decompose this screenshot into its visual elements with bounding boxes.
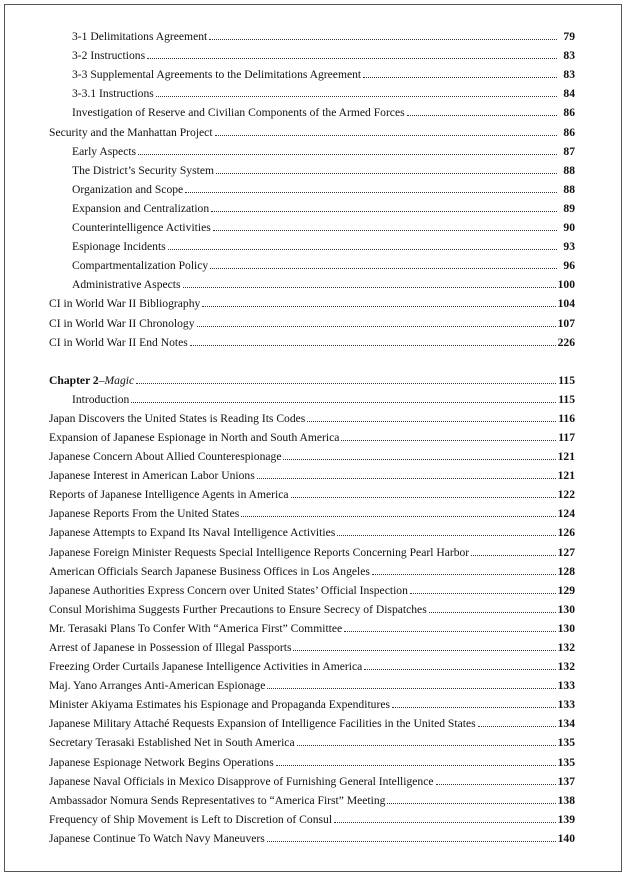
dot-leader <box>211 211 557 212</box>
dot-leader <box>213 230 557 231</box>
toc-section-chapter-1-continued <box>49 24 575 349</box>
toc-entry[interactable] <box>49 158 575 177</box>
toc-page-number: 133 <box>557 698 575 712</box>
dot-leader <box>257 478 556 479</box>
dot-leader <box>407 115 557 116</box>
toc-entry-title: CI in World War II Chronology <box>49 316 195 330</box>
toc-entry-title: Japanese Reports From the United States <box>49 507 240 521</box>
toc-entry[interactable] <box>49 578 575 597</box>
toc-section-chapter-2 <box>49 387 575 845</box>
toc-entry[interactable] <box>49 692 575 711</box>
toc-entry-title: Administrative Aspects <box>72 278 181 292</box>
dot-leader <box>392 707 556 708</box>
toc-page-number: 115 <box>558 392 575 406</box>
dot-leader <box>276 765 556 766</box>
dot-leader <box>410 593 556 594</box>
toc-entry-title: Japanese Naval Officials in Mexico Disapprove of Furnishing General Intelligence <box>49 774 434 788</box>
dot-leader <box>156 96 557 97</box>
toc-entry[interactable] <box>49 177 575 196</box>
toc-page-number: 93 <box>563 240 575 254</box>
toc-entry-title: Investigation of Reserve and Civilian Components of the Armed Forces <box>72 106 405 120</box>
toc-entry[interactable] <box>49 635 575 654</box>
table-of-contents <box>49 24 575 845</box>
toc-entry[interactable] <box>49 62 575 81</box>
toc-entry[interactable] <box>49 139 575 158</box>
toc-entry[interactable] <box>49 463 575 482</box>
toc-entry-title: Introduction <box>72 392 130 406</box>
toc-entry-title: Maj. Yano Arranges Anti-American Espionage <box>49 679 266 693</box>
toc-entry-title: Ambassador Nomura Sends Representatives to “America First” Meeting <box>49 793 386 807</box>
chapter-dash: – <box>98 373 105 387</box>
toc-entry-title: Arrest of Japanese in Possession of Illegal Passports <box>49 641 292 654</box>
toc-entry-title: Compartmentalization Policy <box>72 259 209 273</box>
toc-entry-title: 3-3.1 Instructions <box>72 87 154 101</box>
dot-leader <box>334 822 556 823</box>
toc-page-number: 115 <box>558 373 575 387</box>
dot-leader <box>344 631 555 632</box>
toc-entry-title: Japanese Espionage Network Begins Operations <box>49 755 274 769</box>
toc-entry[interactable] <box>49 616 575 635</box>
toc-entry[interactable] <box>49 425 575 444</box>
toc-entry[interactable] <box>49 711 575 730</box>
toc-page-number: 132 <box>557 641 575 654</box>
toc-page-number: 130 <box>557 621 575 635</box>
toc-entry-title: Minister Akiyama Estimates his Espionage and Propaganda Expenditures <box>49 698 390 712</box>
toc-page-number: 126 <box>557 526 575 540</box>
dot-leader <box>307 421 556 422</box>
toc-page-number: 90 <box>563 221 575 235</box>
toc-chapter-heading[interactable] <box>49 368 575 387</box>
toc-entry[interactable] <box>49 253 575 272</box>
chapter-name: Magic <box>104 373 135 387</box>
toc-entry-title: Japanese Concern About Allied Counterespionage <box>49 450 282 464</box>
toc-entry-title: 3-3 Supplemental Agreements to the Delimitations Agreement <box>72 68 362 82</box>
toc-page-number: 127 <box>557 545 575 559</box>
toc-entry[interactable] <box>49 330 575 349</box>
toc-page-number: 84 <box>563 87 575 101</box>
toc-entry[interactable] <box>49 788 575 807</box>
dot-leader <box>210 268 557 269</box>
toc-page-number: 116 <box>558 411 575 425</box>
toc-entry[interactable] <box>49 119 575 138</box>
toc-entry[interactable] <box>49 100 575 119</box>
toc-page-number: 87 <box>563 144 575 158</box>
toc-page-number: 137 <box>557 774 575 788</box>
toc-entry-title: 3-2 Instructions <box>72 49 146 63</box>
toc-entry[interactable] <box>49 749 575 768</box>
toc-entry-title: Japanese Authorities Express Concern over United States’ Official Inspection <box>49 583 408 597</box>
toc-entry[interactable] <box>49 673 575 692</box>
dot-leader <box>363 77 557 78</box>
toc-page-number: 226 <box>557 335 575 349</box>
dot-leader <box>241 516 555 517</box>
toc-entry[interactable] <box>49 501 575 520</box>
toc-entry[interactable] <box>49 291 575 310</box>
dot-leader <box>197 326 556 327</box>
toc-entry-title: CI in World War II End Notes <box>49 335 188 349</box>
toc-page-number: 86 <box>563 125 575 139</box>
toc-entry-title: Freezing Order Curtails Japanese Intelligence Activities in America <box>49 660 363 674</box>
toc-page-number: 121 <box>557 450 575 464</box>
toc-entry[interactable] <box>49 234 575 253</box>
toc-entry[interactable] <box>49 310 575 329</box>
toc-page-number: 79 <box>563 30 575 44</box>
toc-entry-title: The District’s Security System <box>72 163 215 177</box>
dot-leader <box>267 688 555 689</box>
toc-entry[interactable] <box>49 826 575 845</box>
toc-page-number: 121 <box>557 469 575 483</box>
toc-page-number: 132 <box>557 660 575 674</box>
toc-entry-title: Japanese Military Attaché Requests Expansion of Intelligence Facilities in the United States <box>49 717 476 731</box>
toc-entry[interactable] <box>49 482 575 501</box>
toc-page-number: 135 <box>557 755 575 769</box>
dot-leader <box>216 173 557 174</box>
toc-entry[interactable] <box>49 807 575 826</box>
section-gap <box>49 349 575 368</box>
toc-page-number: 130 <box>557 602 575 616</box>
toc-entry[interactable] <box>49 215 575 234</box>
toc-entry[interactable] <box>49 769 575 788</box>
toc-entry-title: Security and the Manhattan Project <box>49 125 213 139</box>
dot-leader <box>283 459 555 460</box>
toc-entry-title: Reports of Japanese Intelligence Agents in America <box>49 488 289 502</box>
toc-page-number: 139 <box>557 812 575 826</box>
toc-page-number: 88 <box>563 182 575 196</box>
toc-page-number: 122 <box>557 488 575 502</box>
toc-page-number: 88 <box>563 163 575 177</box>
dot-leader <box>337 535 555 536</box>
toc-entry-title: Early Aspects <box>72 144 137 158</box>
toc-entry[interactable] <box>49 196 575 215</box>
toc-entry-title: Japanese Interest in American Labor Unions <box>49 469 255 483</box>
toc-page-number: 138 <box>557 793 575 807</box>
dot-leader <box>364 669 555 670</box>
toc-page-number: 100 <box>557 278 575 292</box>
toc-page-number: 107 <box>557 316 575 330</box>
toc-entry[interactable] <box>49 730 575 749</box>
dot-leader <box>202 306 555 307</box>
dot-leader <box>183 287 556 288</box>
dot-leader <box>297 745 556 746</box>
dot-leader <box>138 154 557 155</box>
toc-entry-title: Japan Discovers the United States is Reading Its Codes <box>49 411 306 425</box>
toc-entry-title: Mr. Terasaki Plans To Confer With “America First” Committee <box>49 621 343 635</box>
dot-leader <box>131 402 556 403</box>
dot-leader <box>147 58 557 59</box>
toc-entry[interactable] <box>49 444 575 463</box>
toc-entry[interactable] <box>49 387 575 406</box>
toc-page-number: 83 <box>563 68 575 82</box>
toc-entry[interactable] <box>49 654 575 673</box>
toc-entry[interactable] <box>49 81 575 100</box>
toc-page-number: 83 <box>563 49 575 63</box>
toc-entry-title: Frequency of Ship Movement is Left to Discretion of Consul <box>49 812 333 826</box>
toc-page-number: 89 <box>563 201 575 215</box>
toc-entry-title: Secretary Terasaki Established Net in South America <box>49 736 295 750</box>
dot-leader <box>215 135 557 136</box>
toc-page-number: 104 <box>557 297 575 311</box>
chapter-label: Chapter 2 <box>49 373 99 387</box>
toc-entry-title: Japanese Attempts to Expand Its Naval Intelligence Activities <box>49 526 336 540</box>
toc-entry[interactable] <box>49 24 575 43</box>
toc-page-number: 117 <box>558 430 575 444</box>
toc-entry[interactable] <box>49 520 575 539</box>
toc-entry[interactable] <box>49 539 575 558</box>
dot-leader <box>471 555 555 556</box>
dot-leader <box>372 574 556 575</box>
toc-page-number: 140 <box>557 831 575 845</box>
toc-page-number: 96 <box>563 259 575 273</box>
toc-entry-title: Organization and Scope <box>72 182 184 196</box>
toc-entry[interactable] <box>49 597 575 616</box>
toc-entry-title: 3-1 Delimitations Agreement <box>72 30 208 44</box>
dot-leader <box>136 383 556 384</box>
toc-entry-title: Expansion and Centralization <box>72 201 210 215</box>
dot-leader <box>291 497 556 498</box>
toc-page-number: 129 <box>557 583 575 597</box>
toc-entry[interactable] <box>49 43 575 62</box>
toc-page-number: 86 <box>563 106 575 120</box>
toc-entry-title: Espionage Incidents <box>72 240 166 254</box>
dot-leader <box>168 249 557 250</box>
dot-leader <box>436 784 556 785</box>
dot-leader <box>190 345 556 346</box>
dot-leader <box>267 841 556 842</box>
toc-entry-title: Consul Morishima Suggests Further Precautions to Ensure Secrecy of Dispatches <box>49 602 427 616</box>
toc-entry-title: Counterintelligence Activities <box>72 221 211 235</box>
dot-leader <box>387 803 555 804</box>
dot-leader <box>185 192 557 193</box>
toc-entry-title: CI in World War II Bibliography <box>49 297 201 311</box>
toc-page-number: 124 <box>557 507 575 521</box>
toc-entry[interactable] <box>49 559 575 578</box>
toc-page-number: 128 <box>557 564 575 578</box>
toc-page-number: 134 <box>557 717 575 731</box>
dot-leader <box>293 650 555 651</box>
toc-entry-title: Japanese Foreign Minister Requests Special Intelligence Reports Concerning Pearl Harbor <box>49 545 470 559</box>
dot-leader <box>429 612 556 613</box>
dot-leader <box>341 440 556 441</box>
toc-page-number: 135 <box>557 736 575 750</box>
toc-entry-title: Expansion of Japanese Espionage in North and South America <box>49 430 340 444</box>
toc-entry-title: Japanese Continue To Watch Navy Maneuvers <box>49 831 265 845</box>
dot-leader <box>209 39 557 40</box>
toc-chapter-title <box>49 374 134 387</box>
dot-leader <box>478 726 556 727</box>
toc-entry[interactable] <box>49 272 575 291</box>
toc-entry-title: American Officials Search Japanese Business Offices in Los Angeles <box>49 564 370 578</box>
toc-entry[interactable] <box>49 406 575 425</box>
toc-page-number: 133 <box>557 679 575 693</box>
